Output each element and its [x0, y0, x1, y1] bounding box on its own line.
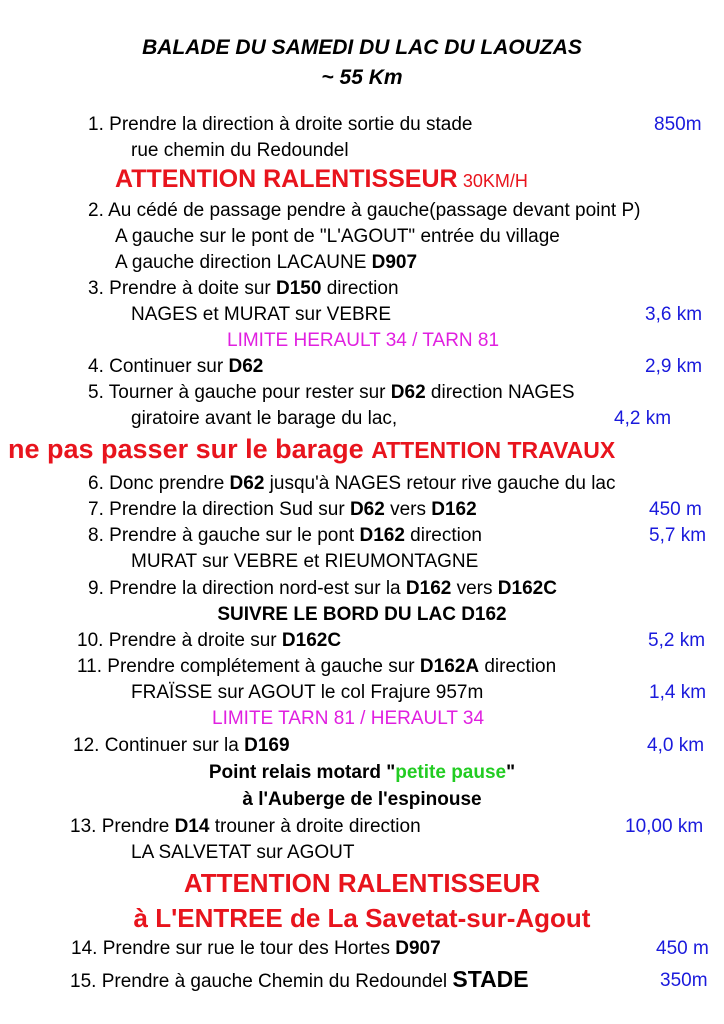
step-15: [70, 967, 529, 994]
step-text: direction: [479, 656, 557, 677]
step-text: vers: [384, 499, 432, 520]
step-2-sub2: [115, 251, 417, 275]
page-subtitle: ~ 55 Km: [321, 66, 403, 89]
step-number: 14.: [71, 938, 98, 959]
road-number: D907: [371, 252, 418, 273]
step-number: 1.: [88, 114, 104, 135]
road-number: D62: [390, 382, 426, 403]
step-text: jusqu'à NAGES retour rive gauche du lac: [264, 473, 616, 494]
step-text: A gauche direction LACAUNE: [115, 252, 372, 273]
step-text: Prendre la direction nord-est sur la: [109, 578, 406, 599]
step-number: 12.: [73, 735, 100, 756]
step-text: vers: [451, 578, 498, 599]
step-11: [77, 655, 556, 679]
step-number: 3.: [88, 278, 104, 299]
step-number: 4.: [88, 356, 104, 377]
border-limit: LIMITE TARN 81 / HERAULT 34: [212, 708, 485, 729]
step-text: Au cédé de passage pendre à gauche(passage devant point P): [108, 200, 641, 221]
step-number: 10.: [77, 630, 104, 651]
road-number: D907: [395, 938, 441, 959]
step-number: 2.: [88, 200, 104, 221]
road-number: D162: [431, 499, 477, 520]
step-8-distance: 5,7 km: [649, 525, 707, 546]
step-11-sub: FRAÏSSE sur AGOUT le col Frajure 957m: [131, 682, 484, 703]
step-3: [88, 277, 399, 301]
step-text: Prendre à gauche sur le pont: [109, 525, 360, 546]
road-number: D162C: [281, 630, 342, 651]
step-text: direction: [404, 525, 483, 546]
page-title: BALADE DU SAMEDI DU LAC DU LAOUZAS: [142, 36, 582, 59]
warning-entree: à L'ENTREE de La Savetat-sur-Agout: [133, 903, 591, 933]
step-8-sub: MURAT sur VEBRE et RIEUMONTAGNE: [131, 551, 479, 572]
step-text: Prendre à droite sur: [108, 630, 282, 651]
step-text: Prendre: [101, 816, 175, 837]
step-text: Prendre à gauche Chemin du Redoundel: [101, 971, 453, 992]
step-12-distance: 4,0 km: [647, 735, 705, 756]
warning-travaux: ATTENTION TRAVAUX: [371, 437, 616, 463]
step-number: 15.: [70, 971, 97, 992]
step-13-sub: LA SALVETAT sur AGOUT: [131, 842, 355, 863]
relais-text: ": [506, 762, 516, 783]
road-number: D62: [228, 356, 264, 377]
step-3-distance: 3,6 km: [645, 304, 703, 325]
warning-ralentisseur: [115, 164, 528, 194]
road-number: D150: [276, 278, 322, 299]
step-number: 13.: [70, 816, 97, 837]
road-number: D162: [405, 578, 452, 599]
road-number: D14: [174, 816, 210, 837]
border-limit: LIMITE HERAULT 34 / TARN 81: [227, 330, 500, 351]
step-text: Prendre la direction à droite sortie du stade: [109, 114, 473, 135]
step-10: [77, 629, 341, 653]
step-text: Donc prendre: [109, 473, 230, 494]
speed-limit: 30KM/H: [462, 171, 528, 191]
step-number: 8.: [88, 525, 104, 546]
step-text: Prendre complétement à gauche sur: [107, 656, 420, 677]
step-3-sub: NAGES et MURAT sur VEBRE: [131, 304, 392, 325]
warning-barage: [8, 434, 616, 465]
step-text: Prendre sur rue le tour des Hortes: [102, 938, 396, 959]
road-number: D162: [359, 525, 405, 546]
step-text: Tourner à gauche pour rester sur: [108, 382, 391, 403]
relais-motard: [0, 761, 724, 785]
step-9-note: SUIVRE LE BORD DU LAC D162: [217, 604, 507, 625]
step-number: 11.: [77, 656, 103, 677]
step-9: [88, 577, 557, 601]
step-text: trouner à droite direction: [209, 816, 421, 837]
step-text: direction: [321, 278, 399, 299]
step-4: [88, 355, 263, 379]
step-1: [88, 113, 472, 137]
step-text: Prendre à doite sur: [109, 278, 277, 299]
step-7-distance: 450 m: [649, 499, 702, 520]
road-number: D62: [229, 473, 265, 494]
step-2-sub1: A gauche sur le pont de "L'AGOUT" entrée du village: [115, 226, 560, 247]
petite-pause: petite pause: [395, 762, 507, 783]
step-1-sub: rue chemin du Redoundel: [131, 140, 349, 161]
step-14-distance: 450 m: [656, 938, 709, 959]
step-13: [70, 815, 421, 839]
warning-text: ATTENTION RALENTISSEUR: [115, 165, 458, 193]
step-5-distance: 4,2 km: [614, 408, 672, 429]
step-number: 6.: [88, 473, 104, 494]
step-8: [88, 524, 482, 548]
road-number: D169: [244, 735, 290, 756]
step-text: Continuer sur: [109, 356, 229, 377]
step-5-sub: giratoire avant le barage du lac,: [131, 408, 398, 429]
step-13-distance: 10,00 km: [625, 816, 704, 837]
step-number: 5.: [88, 382, 104, 403]
step-5: [88, 381, 575, 405]
step-10-distance: 5,2 km: [648, 630, 706, 651]
warning-ralentisseur-2: ATTENTION RALENTISSEUR: [183, 868, 541, 898]
step-15-distance: 350m: [660, 970, 708, 991]
step-11-distance: 1,4 km: [649, 682, 707, 703]
road-number: D62: [349, 499, 385, 520]
step-text: Prendre la direction Sud sur: [109, 499, 350, 520]
step-6: [88, 472, 616, 496]
step-14: [71, 937, 441, 961]
warning-text: ne pas passer sur le barage: [8, 434, 372, 464]
road-number: D162C: [497, 578, 557, 599]
auberge-note: à l'Auberge de l'espinouse: [242, 789, 482, 810]
step-number: 7.: [88, 499, 104, 520]
step-2: [88, 199, 640, 223]
step-7: [88, 498, 477, 522]
step-text: Continuer sur la: [104, 735, 245, 756]
step-1-distance: 850m: [654, 114, 702, 135]
relais-text: Point relais motard ": [208, 762, 396, 783]
road-number: D162A: [419, 656, 480, 677]
step-4-distance: 2,9 km: [645, 356, 703, 377]
step-12: [73, 734, 290, 758]
road-number: STADE: [452, 966, 529, 992]
step-number: 9.: [88, 578, 104, 599]
step-text: direction NAGES: [425, 382, 575, 403]
